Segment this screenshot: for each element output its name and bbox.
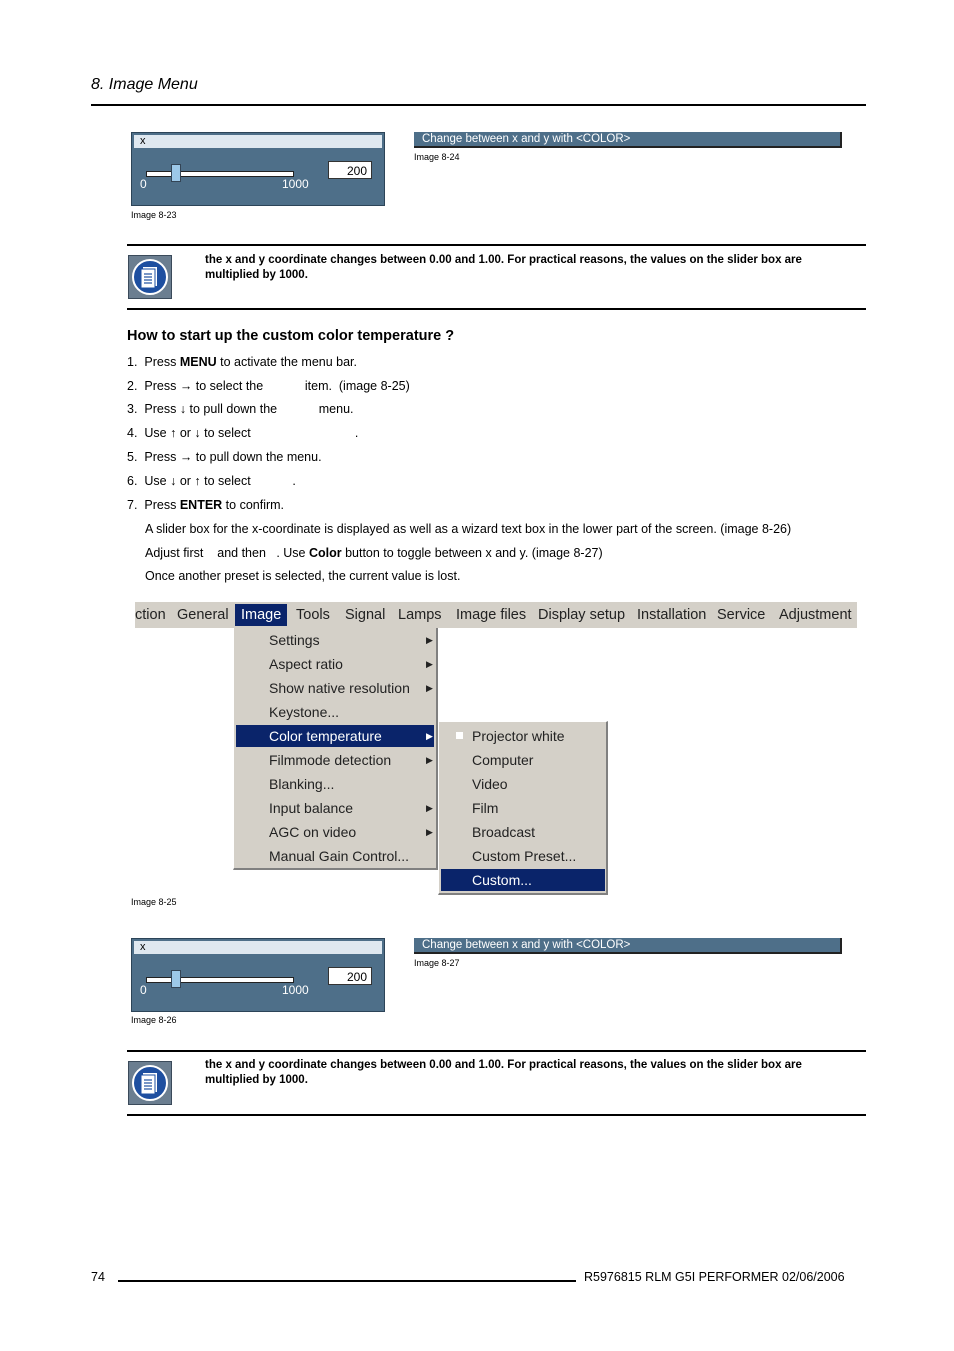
menu-item-keystone[interactable]: Keystone...: [269, 704, 340, 720]
image-caption: Image 8-24: [414, 152, 460, 162]
step-7: 7. Press ENTER to confirm.: [127, 498, 285, 512]
slider-min-label: 0: [140, 983, 147, 997]
page-header-title: 8. Image Menu: [91, 76, 198, 93]
menu-item-manual-gain-control[interactable]: Manual Gain Control...: [269, 848, 410, 864]
image-caption: Image 8-23: [131, 210, 177, 220]
image-caption: Image 8-26: [131, 1015, 177, 1025]
wizard-text-box: Change between x and y with <COLOR>: [414, 938, 842, 954]
slider-box-x: [131, 132, 385, 206]
footer-rule: [118, 1280, 576, 1282]
menu-item-filmmode-detection[interactable]: Filmmode detection ▶: [236, 749, 434, 771]
menu-bar: [135, 602, 857, 628]
note-line: multiplied by 1000.: [205, 1074, 308, 1086]
submenu-item-film[interactable]: Film: [472, 800, 499, 816]
slider-value-field[interactable]: 200: [328, 967, 372, 985]
submenu-item-video[interactable]: Video: [472, 776, 508, 792]
note-line: multiplied by 1000.: [205, 269, 308, 281]
header-rule: [91, 104, 866, 106]
step-6: 6. Use ↓ or ↑ to select .: [127, 474, 296, 488]
note-line: the x and y coordinate changes between 0.00 and 1.00. For practical reasons, the values on the slider box are: [205, 254, 802, 266]
note-bottom-rule: [127, 1114, 866, 1116]
slider-value-field[interactable]: 200: [328, 161, 372, 179]
submenu-arrow-icon: ▶: [426, 659, 433, 669]
step-4: 4. Use ↑ or ↓ to select .: [127, 426, 359, 440]
footer-doc-id: R5976815 RLM G5I PERFORMER 02/06/2006: [584, 1270, 845, 1284]
color-temperature-submenu: [438, 721, 608, 895]
submenu-item-projector-white[interactable]: Projector white: [441, 725, 605, 747]
slider-thumb[interactable]: [171, 970, 181, 988]
slider-max-label: 1000: [282, 177, 309, 191]
submenu-arrow-icon: ▶: [426, 803, 433, 813]
slider-max-label: 1000: [282, 983, 309, 997]
slider-thumb[interactable]: [171, 164, 181, 182]
slider-min-label: 0: [140, 177, 147, 191]
submenu-arrow-icon: ▶: [426, 635, 433, 645]
slider-track[interactable]: [146, 171, 294, 177]
menubar-item-display-setup[interactable]: Display setup: [538, 607, 626, 623]
menubar-item-general[interactable]: General: [177, 607, 229, 623]
section-heading: How to start up the custom color temperature ?: [127, 328, 455, 344]
menubar-item[interactable]: ction: [135, 607, 166, 623]
step-3: 3. Press ↓ to pull down the menu.: [127, 402, 354, 416]
submenu-item-broadcast[interactable]: Broadcast: [472, 824, 536, 840]
note-bottom-rule: [127, 308, 866, 310]
slider-box-x: [131, 938, 385, 1012]
note-text: [205, 253, 866, 283]
check-icon: [456, 732, 463, 739]
menu-item-show-native-resolution[interactable]: Show native resolution ▶: [236, 677, 434, 699]
paragraph: Adjust first and then . Use Color button to toggle between x and y. (image 8-27): [145, 546, 603, 560]
step-5: 5. Press → to pull down the menu.: [127, 450, 322, 464]
submenu-arrow-icon: ▶: [426, 755, 433, 765]
menu-item-settings[interactable]: Settings ▶: [236, 629, 434, 651]
menu-item-blanking[interactable]: Blanking...: [269, 776, 335, 792]
page-number: 74: [91, 1270, 105, 1284]
menubar-item-adjustment[interactable]: Adjustment: [779, 607, 852, 623]
menu-item-aspect-ratio[interactable]: Aspect ratio ▶: [236, 653, 434, 675]
menu-item-color-temperature[interactable]: Color temperature ▶: [236, 725, 434, 747]
menubar-item-image-files[interactable]: Image files: [456, 607, 527, 623]
note-icon: [128, 1061, 172, 1105]
note-top-rule: [127, 1050, 866, 1052]
note-line: the x and y coordinate changes between 0.00 and 1.00. For practical reasons, the values on the slider box are: [205, 1059, 802, 1071]
image-caption: Image 8-27: [414, 958, 460, 968]
submenu-item-custom-preset[interactable]: Custom Preset...: [472, 848, 577, 864]
image-dropdown-menu: [233, 628, 438, 870]
note-top-rule: [127, 244, 866, 246]
menubar-item-service[interactable]: Service: [717, 607, 766, 623]
submenu-item-computer[interactable]: Computer: [472, 752, 534, 768]
step-2: 2. Press → to select the item. (image 8-25): [127, 379, 410, 393]
paragraph: Once another preset is selected, the current value is lost.: [145, 569, 461, 583]
slider-track[interactable]: [146, 977, 294, 983]
paragraph: A slider box for the x-coordinate is displayed as well as a wizard text box in the lower part of the screen. (image 8-26): [145, 522, 792, 536]
submenu-arrow-icon: ▶: [426, 827, 433, 837]
menubar-item-lamps[interactable]: Lamps: [398, 607, 442, 623]
submenu-arrow-icon: ▶: [426, 683, 433, 693]
menubar-item-installation[interactable]: Installation: [637, 607, 707, 623]
slider-title: x: [134, 135, 382, 148]
submenu-item-custom[interactable]: Custom...: [441, 869, 605, 891]
submenu-arrow-icon: ▶: [426, 731, 433, 741]
menubar-item-image[interactable]: Image: [235, 604, 287, 626]
note-text: [205, 1058, 866, 1088]
menubar-item-tools[interactable]: Tools: [296, 607, 330, 623]
step-1: 1. Press MENU to activate the menu bar.: [127, 355, 358, 369]
image-caption: Image 8-25: [131, 897, 177, 907]
note-icon: [128, 255, 172, 299]
menu-item-input-balance[interactable]: Input balance ▶: [236, 797, 434, 819]
menu-item-agc-on-video[interactable]: AGC on video ▶: [236, 821, 434, 843]
menubar-item-signal[interactable]: Signal: [345, 607, 386, 623]
wizard-text-box: Change between x and y with <COLOR>: [414, 132, 842, 148]
slider-title: x: [134, 941, 382, 954]
